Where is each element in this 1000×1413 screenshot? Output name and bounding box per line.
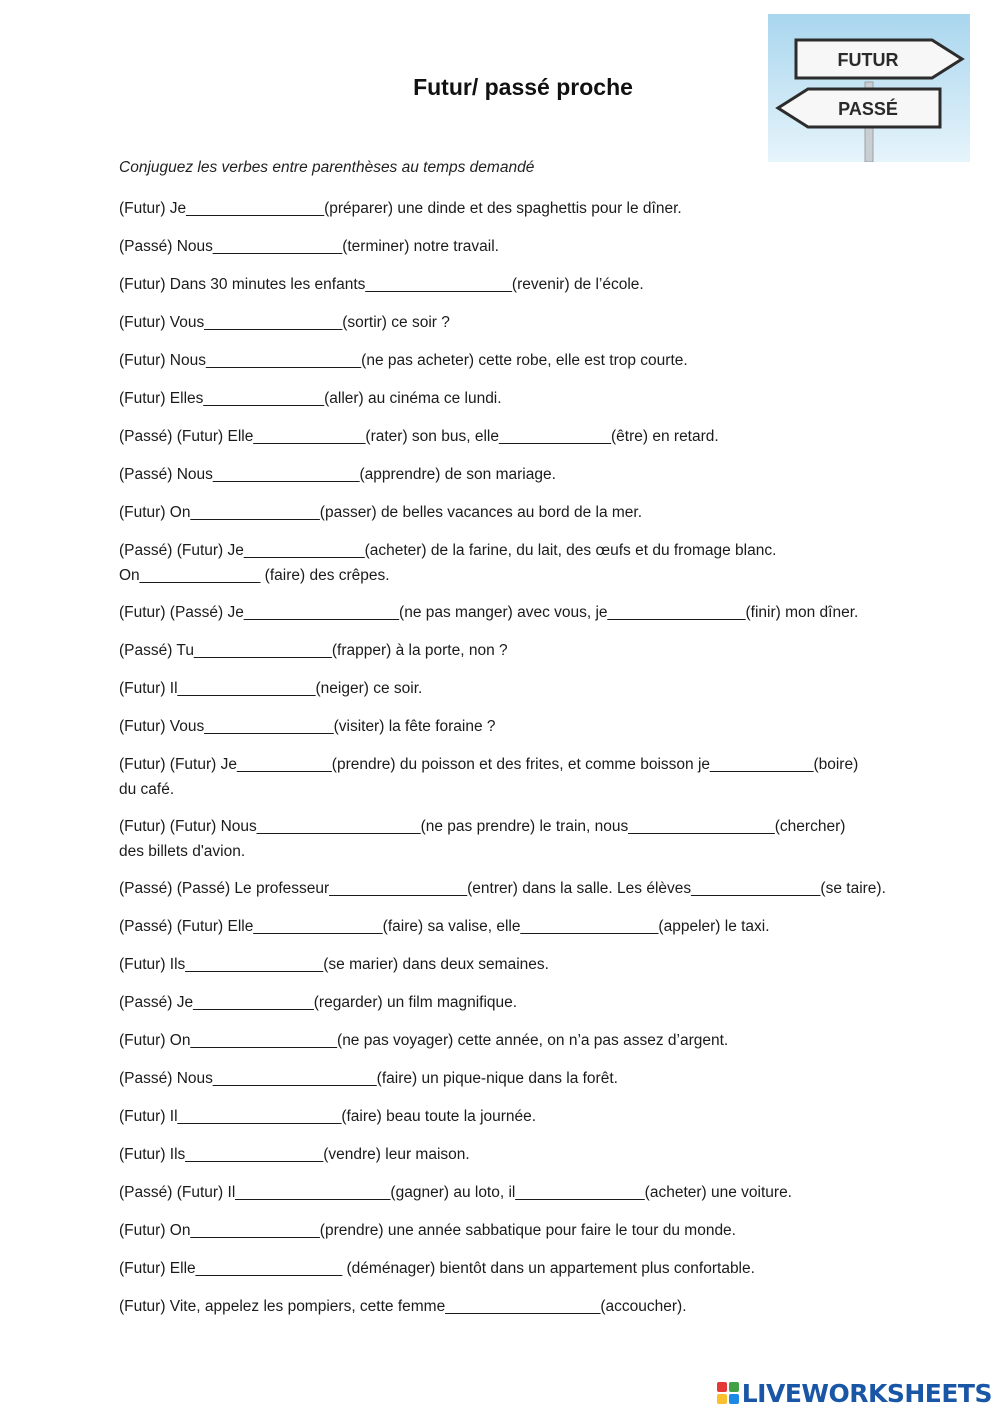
exercise-20: (Passé) Je______________(regarder) un film magnifique. xyxy=(119,994,518,1011)
signpost-image xyxy=(768,14,970,162)
signpost-top-label: FUTUR xyxy=(837,50,899,70)
exercise-3: (Futur) Dans 30 minutes les enfants_________________(revenir) de l’école. xyxy=(119,276,644,293)
exercise-15-continuation: du café. xyxy=(119,781,175,798)
liveworksheets-logo-icon xyxy=(717,1382,739,1404)
exercise-7: (Passé) (Futur) Elle_____________(rater) son bus, elle_____________(être) en retard. xyxy=(119,428,719,445)
exercise-6: (Futur) Elles______________(aller) au cinéma ce lundi. xyxy=(119,390,502,407)
exercise-23: (Futur) Il___________________(faire) beau toute la journée. xyxy=(119,1108,537,1125)
exercise-2: (Passé) Nous_______________(terminer) notre travail. xyxy=(119,238,499,255)
instruction-text: Conjuguez les verbes entre parenthèses au temps demandé xyxy=(119,159,535,176)
exercise-11: (Futur) (Passé) Je__________________(ne pas manger) avec vous, je________________(finir) mon dîner. xyxy=(119,604,859,621)
exercise-18: (Passé) (Futur) Elle_______________(faire) sa valise, elle________________(appeler) le taxi. xyxy=(119,918,770,935)
exercise-16-continuation: des billets d'avion. xyxy=(119,843,246,860)
exercise-17: (Passé) (Passé) Le professeur________________(entrer) dans la salle. Les élèves_______________(se taire). xyxy=(119,880,886,897)
exercise-19: (Futur) Ils________________(se marier) dans deux semaines. xyxy=(119,956,549,973)
exercise-26: (Futur) On_______________(prendre) une année sabbatique pour faire le tour du monde. xyxy=(119,1222,736,1239)
exercise-21: (Futur) On_________________(ne pas voyager) cette année, on n’a pas assez d’argent. xyxy=(119,1032,729,1049)
page-title: Futur/ passé proche xyxy=(413,74,633,100)
exercise-1: (Futur) Je________________(préparer) une dinde et des spaghettis pour le dîner. xyxy=(119,200,682,217)
exercise-15-text: (Futur) (Futur) Je___________(prendre) du poisson et des frites, et comme boisson je____________(boire) xyxy=(119,756,859,773)
exercise-9: (Futur) On_______________(passer) de belles vacances au bord de la mer. xyxy=(119,504,643,521)
exercise-10-continuation: On______________ (faire) des crêpes. xyxy=(119,567,390,584)
exercise-10-text: (Passé) (Futur) Je______________(acheter) de la farine, du lait, des œufs et du fromage blanc. xyxy=(119,542,777,559)
exercise-12: (Passé) Tu________________(frapper) à la porte, non ? xyxy=(119,642,508,659)
exercise-list xyxy=(119,196,949,1332)
exercise-8: (Passé) Nous_________________(apprendre) de son mariage. xyxy=(119,466,556,483)
exercise-13: (Futur) Il________________(neiger) ce soir. xyxy=(119,680,423,697)
signpost-bottom-label: PASSÉ xyxy=(838,99,898,119)
liveworksheets-logo-text: LIVEWORKSHEETS xyxy=(741,1378,992,1408)
exercise-16 xyxy=(119,814,949,876)
exercise-16-text: (Futur) (Futur) Nous___________________(ne pas prendre) le train, nous_________________(chercher) xyxy=(119,818,846,835)
exercise-4: (Futur) Vous________________(sortir) ce soir ? xyxy=(119,314,450,331)
exercise-10 xyxy=(119,538,949,600)
exercise-24: (Futur) Ils________________(vendre) leur maison. xyxy=(119,1146,470,1163)
exercise-22: (Passé) Nous___________________(faire) un pique-nique dans la forêt. xyxy=(119,1070,618,1087)
exercise-28: (Futur) Vite, appelez les pompiers, cette femme__________________(accoucher). xyxy=(119,1298,687,1315)
exercise-5: (Futur) Nous__________________(ne pas acheter) cette robe, elle est trop courte. xyxy=(119,352,688,369)
exercise-27: (Futur) Elle_________________ (déménager) bientôt dans un appartement plus confortable. xyxy=(119,1260,755,1277)
exercise-15 xyxy=(119,752,949,814)
exercise-25: (Passé) (Futur) Il__________________(gagner) au loto, il_______________(acheter) une voiture. xyxy=(119,1184,792,1201)
exercise-14: (Futur) Vous_______________(visiter) la fête foraine ? xyxy=(119,718,496,735)
liveworksheets-logo[interactable] xyxy=(717,1377,992,1409)
